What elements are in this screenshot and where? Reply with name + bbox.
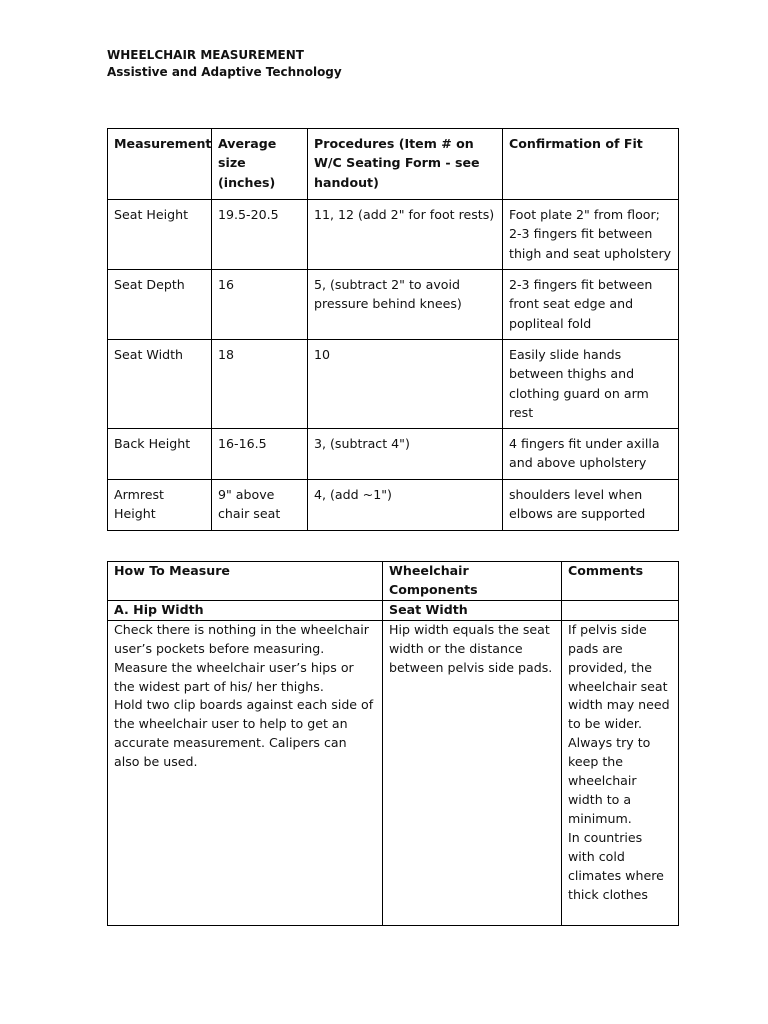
document-title: WHEELCHAIR MEASUREMENT — [107, 48, 304, 62]
table-row — [108, 200, 679, 270]
column-header-how-to-measure: How To Measure — [108, 562, 383, 601]
section-row-hip-width — [108, 600, 679, 620]
cell-measurement: Seat Height — [108, 200, 212, 270]
cell-average-size: 16-16.5 — [212, 429, 308, 480]
paragraph: Hip width equals the seat width or the distance between pelvis side pads. — [389, 621, 553, 675]
section-component: Seat Width — [383, 600, 562, 620]
section-comment — [562, 600, 679, 620]
paragraph: Always try to keep the wheelchair width to a minimum. — [568, 735, 651, 826]
cell-confirmation: 4 fingers fit under axilla and above upholstery — [503, 429, 679, 480]
cell-confirmation: Easily slide hands between thighs and clothing guard on arm rest — [503, 340, 679, 429]
paragraph: Measure the wheelchair user’s hips or the widest part of his/ her thighs. — [114, 659, 354, 694]
document-header — [107, 47, 342, 81]
cell-confirmation: Foot plate 2" from floor; 2-3 fingers fit between thigh and seat upholstery — [503, 200, 679, 270]
measurement-table-header-row — [108, 129, 679, 200]
document-subtitle: Assistive and Adaptive Technology — [107, 65, 342, 79]
cell-average-size: 19.5-20.5 — [212, 200, 308, 270]
cell-measurement: Back Height — [108, 429, 212, 480]
cell-comments — [562, 620, 679, 925]
cell-average-size: 16 — [212, 270, 308, 340]
cell-measurement: Armrest Height — [108, 480, 212, 531]
column-header-procedures: Procedures (Item # on W/C Seating Form - see handout) — [308, 129, 503, 200]
table-row — [108, 340, 679, 429]
table-row — [108, 429, 679, 480]
cell-how-to-measure — [108, 620, 383, 925]
cell-wheelchair-components — [383, 620, 562, 925]
column-header-wheelchair-components: Wheelchair Components — [383, 562, 562, 601]
how-to-measure-header-row — [108, 562, 679, 601]
column-header-measurement: Measurement — [108, 129, 212, 200]
paragraph: In countries with cold climates where thick clothes — [568, 829, 664, 902]
cell-confirmation: 2-3 fingers fit between front seat edge and popliteal fold — [503, 270, 679, 340]
column-header-average-size: Average size (inches) — [212, 129, 308, 200]
column-header-confirmation: Confirmation of Fit — [503, 129, 679, 200]
cell-procedures: 5, (subtract 2" to avoid pressure behind knees) — [308, 270, 503, 340]
cell-confirmation: shoulders level when elbows are supported — [503, 480, 679, 531]
section-title: A. Hip Width — [108, 600, 383, 620]
cell-average-size: 9" above chair seat — [212, 480, 308, 531]
table-row — [108, 480, 679, 531]
cell-procedures: 10 — [308, 340, 503, 429]
table-row — [108, 270, 679, 340]
paragraph: If pelvis side pads are provided, the wheelchair seat width may need to be wider. — [568, 621, 670, 732]
paragraph: Check there is nothing in the wheelchair user’s pockets before measuring. — [114, 621, 369, 656]
cell-procedures: 3, (subtract 4") — [308, 429, 503, 480]
column-header-comments: Comments — [562, 562, 679, 601]
paragraph: Hold two clip boards against each side of the wheelchair user to help to get an accurate measurement. Calipers can also be used. — [114, 697, 374, 770]
table-row — [108, 620, 679, 925]
cell-measurement: Seat Width — [108, 340, 212, 429]
how-to-measure-table — [107, 561, 679, 926]
measurement-table — [107, 128, 679, 531]
cell-measurement: Seat Depth — [108, 270, 212, 340]
cell-average-size: 18 — [212, 340, 308, 429]
cell-procedures: 11, 12 (add 2" for foot rests) — [308, 200, 503, 270]
cell-procedures: 4, (add ~1") — [308, 480, 503, 531]
